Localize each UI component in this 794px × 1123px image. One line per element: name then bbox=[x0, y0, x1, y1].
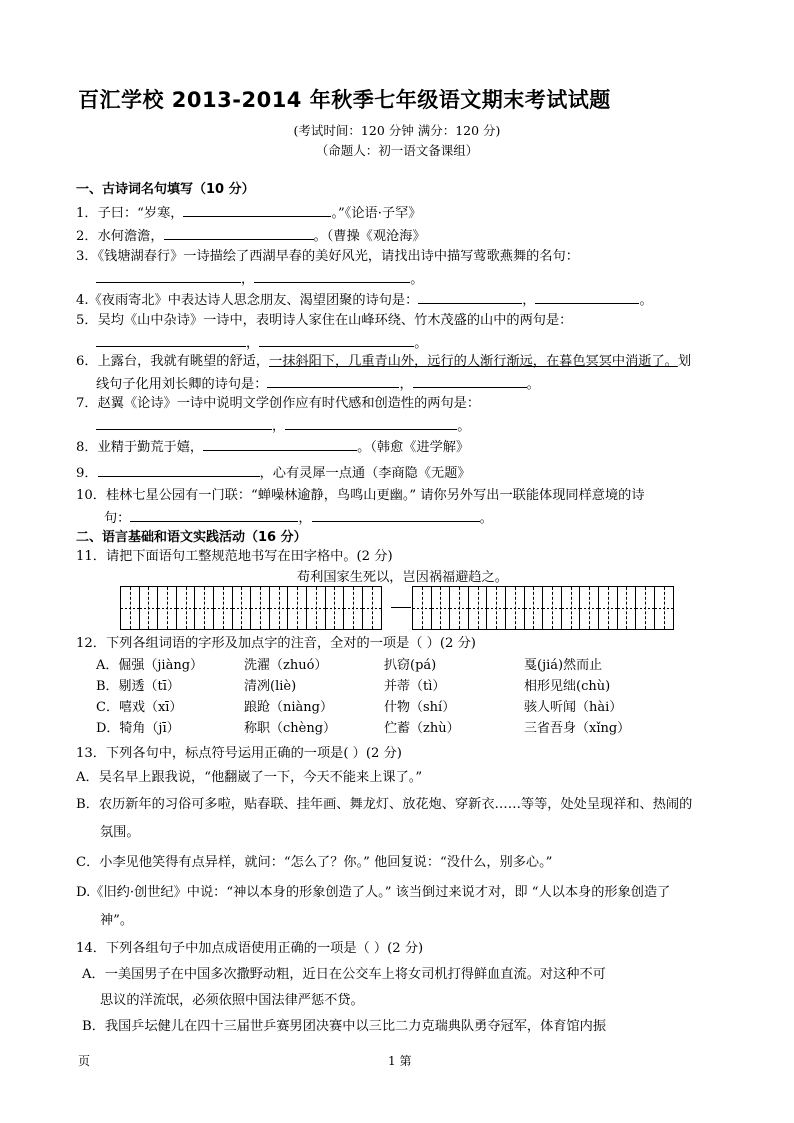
grid-cell bbox=[525, 587, 544, 629]
q3-end: 。 bbox=[410, 272, 424, 287]
question-8 bbox=[76, 436, 469, 458]
grid-cell bbox=[270, 587, 289, 629]
q6-prefix: 6．上露台，我就有眺望的舒适， bbox=[76, 354, 270, 369]
q4-sep: ， bbox=[522, 293, 536, 308]
q2-blank[interactable] bbox=[164, 225, 314, 240]
q6-blank-1[interactable] bbox=[267, 373, 399, 388]
grid-cell bbox=[487, 587, 506, 629]
q5-sep: ， bbox=[246, 336, 260, 351]
question-3: 3．《钱塘湖春行》一诗描绘了西湖早春的美好风光，请找出诗中描写莺歌燕舞的名句： bbox=[76, 249, 579, 264]
grid-cell bbox=[636, 587, 655, 629]
q2-prefix: 2．水何澹澹， bbox=[76, 229, 164, 244]
grid-cell bbox=[363, 587, 382, 629]
question-11: 11．请把下面语句工整规范地书写在田字格中。(2 分) bbox=[76, 549, 393, 564]
q12-option-c-1: C．嘻戏（xī） bbox=[96, 700, 183, 715]
question-13: 13．下列各句中，标点符号运用正确的一项是( ）(2 分) bbox=[76, 746, 402, 761]
grid-cell bbox=[450, 587, 469, 629]
grid-cell bbox=[562, 587, 581, 629]
grid-cell bbox=[506, 587, 525, 629]
q12-option-b-2: 清冽(liè) bbox=[244, 679, 297, 694]
question-9 bbox=[76, 462, 471, 484]
q13-option-d-cont: 神”。 bbox=[100, 913, 134, 928]
q1-suffix: 。”《论语·子罕》 bbox=[331, 206, 422, 221]
grid-cell bbox=[543, 587, 562, 629]
q7-end: 。 bbox=[457, 419, 471, 434]
grid-cell bbox=[413, 587, 432, 629]
q4-blank-1[interactable] bbox=[418, 289, 522, 304]
q14-option-a: A．一美国男子在中国多次撒野动粗，近日在公交车上将女司机打得鲜血直流。对这种不可 bbox=[82, 967, 606, 982]
grid-cell bbox=[195, 587, 214, 629]
q13-option-b: B．农历新年的习俗可多啦，贴春联、挂年画、舞龙灯、放花炮、穿新衣……等等，处处呈现祥和、热闹的 bbox=[76, 797, 693, 812]
q9-suffix: ，心有灵犀一点通（李商隐《无题》 bbox=[259, 466, 471, 481]
q8-blank[interactable] bbox=[203, 436, 357, 451]
grid-cell bbox=[655, 587, 674, 629]
q14-option-b: B．我国乒坛健儿在四十三届世乒赛男团决赛中以三比二力克瑞典队勇夺冠军，体育馆内振 bbox=[82, 1019, 606, 1034]
q1-prefix: 1．子曰：“岁寒， bbox=[76, 206, 184, 221]
grid-cell bbox=[121, 587, 140, 629]
q3-sep: ， bbox=[241, 272, 255, 287]
writing-grid-left[interactable] bbox=[120, 586, 382, 630]
grid-cell bbox=[580, 587, 599, 629]
grid-cell bbox=[469, 587, 488, 629]
question-6-line-2 bbox=[96, 373, 540, 395]
q5-blank-1[interactable] bbox=[96, 332, 246, 347]
grid-cell bbox=[344, 587, 363, 629]
grid-cell bbox=[599, 587, 618, 629]
q6-sep: ， bbox=[399, 377, 413, 392]
q12-option-d-1: D．犄角（jī） bbox=[96, 721, 180, 736]
grid-cell bbox=[288, 587, 307, 629]
grid-cell bbox=[618, 587, 637, 629]
q12-option-c-3: 什物（shí） bbox=[384, 700, 456, 715]
q10-end: 。 bbox=[479, 511, 493, 526]
q12-option-a-3: 扒窃(pá) bbox=[384, 658, 437, 673]
q1-blank[interactable] bbox=[183, 202, 331, 217]
question-2 bbox=[76, 225, 426, 247]
writing-grid-right[interactable] bbox=[412, 586, 674, 630]
q3-blank-1[interactable] bbox=[96, 268, 241, 283]
q13-option-d: D.《旧约·创世纪》中说：“神以本身的形象创造了人。” 该当倒过来说才对，即 “人以本身的形象创造了 bbox=[76, 885, 671, 900]
grid-cell bbox=[140, 587, 159, 629]
q13-option-a: A．吴名早上跟我说，“他翻崴了一下，今天不能来上课了。” bbox=[76, 770, 423, 785]
question-1 bbox=[76, 202, 422, 224]
q6-underlined-text: 一抹斜阳下，几重青山外，远行的人渐行渐远，在暮色冥冥中消逝了。 bbox=[269, 354, 678, 369]
exam-author: （命题人：初一语文备课组） bbox=[315, 143, 479, 158]
q13-option-c: C．小李见他笑得有点异样，就问：“怎么了？你。” 他回复说：“没什么，别多心。” bbox=[76, 855, 553, 870]
q12-option-a-2: 洗濯（zhuó） bbox=[244, 658, 328, 673]
q5-blank-2[interactable] bbox=[259, 332, 414, 347]
section-1-heading: 一、古诗词名句填写（10 分） bbox=[76, 182, 255, 197]
q13-option-b-cont: 氛围。 bbox=[100, 825, 140, 840]
question-4 bbox=[76, 289, 653, 311]
grid-cell bbox=[326, 587, 345, 629]
q8-prefix: 8．业精于勤荒于嬉， bbox=[76, 440, 204, 455]
q12-option-c-4: 骇人听闻（hài） bbox=[524, 700, 623, 715]
exam-title: 百汇学校 2013-2014 年秋季七年级语文期末考试试题 bbox=[78, 88, 611, 112]
grid-cell bbox=[158, 587, 177, 629]
q10-blank-1[interactable] bbox=[130, 507, 298, 522]
question-7: 7．赵翼《论诗》一诗中说明文学创作应有时代感和创造性的两句是： bbox=[76, 396, 481, 411]
q6-blank-2[interactable] bbox=[413, 373, 527, 388]
q12-option-b-3: 并蒂（tì） bbox=[384, 679, 446, 694]
q7-blank-2[interactable] bbox=[285, 415, 457, 430]
question-10: 10．桂林七星公园有一门联：“蝉噪林逾静，鸟鸣山更幽。” 请你另外写出一联能体现同样意境的诗 bbox=[76, 488, 645, 503]
q4-blank-2[interactable] bbox=[535, 289, 639, 304]
grid-cell bbox=[251, 587, 270, 629]
grid-connector bbox=[391, 607, 411, 608]
q9-blank[interactable] bbox=[98, 462, 260, 477]
grid-cell bbox=[177, 587, 196, 629]
question-5-blanks bbox=[96, 332, 427, 354]
section-2-heading: 二、语言基础和语文实践活动（16 分） bbox=[76, 530, 307, 545]
q6-suffix: 划 bbox=[677, 354, 692, 369]
question-14: 14．下列各组句子中加点成语使用正确的一项是（ ）(2 分) bbox=[76, 941, 424, 956]
q6-prompt: 线句子化用刘长卿的诗句是： bbox=[96, 377, 268, 392]
q4-prefix: 4.《夜雨寄北》中表达诗人思念朋友、渴望团聚的诗句是： bbox=[76, 293, 419, 308]
q12-option-d-4: 三省吾身（xǐng） bbox=[524, 721, 631, 736]
q6-end: 。 bbox=[526, 377, 540, 392]
q8-suffix: 。（韩愈《进学解》 bbox=[357, 440, 470, 455]
q5-end: 。 bbox=[414, 336, 428, 351]
q11-sentence: 苟利国家生死以，岂因祸福避趋之。 bbox=[297, 570, 508, 585]
question-12: 12．下列各组词语的字形及加点字的注音，全对的一项是（ ）(2 分) bbox=[76, 636, 476, 651]
q12-option-a-4: 戛(jiá)然而止 bbox=[524, 658, 603, 673]
grid-cell bbox=[214, 587, 233, 629]
footer-page-number: 1 第 bbox=[388, 1054, 412, 1068]
question-6 bbox=[76, 352, 691, 372]
q12-option-a-1: A．倔强（jiàng） bbox=[96, 658, 204, 673]
q7-blank-1[interactable] bbox=[96, 415, 272, 430]
q12-option-d-3: 伫蓄（zhù） bbox=[384, 721, 460, 736]
q4-end: 。 bbox=[639, 293, 653, 308]
q14-option-a-cont: 思议的洋流氓，必须依照中国法律严惩不贷。 bbox=[100, 993, 364, 1008]
grid-cell bbox=[233, 587, 252, 629]
q12-option-b-1: B．剔透（tī） bbox=[96, 679, 180, 694]
question-7-blanks bbox=[96, 415, 470, 437]
grid-cell bbox=[307, 587, 326, 629]
exam-info: (考试时间：120 分钟 满分：120 分) bbox=[293, 123, 501, 138]
q10-sep: ， bbox=[298, 511, 312, 526]
q3-blank-2[interactable] bbox=[254, 268, 410, 283]
q12-option-b-4: 相形见绌(chù) bbox=[524, 679, 611, 694]
grid-cell bbox=[432, 587, 451, 629]
q10-blank-2[interactable] bbox=[312, 507, 480, 522]
footer-left: 页 bbox=[78, 1054, 91, 1068]
q9-prefix: 9． bbox=[76, 466, 98, 481]
q2-suffix: 。（曹操《观沧海》 bbox=[313, 229, 426, 244]
question-5: 5．吴均《山中杂诗》一诗中，表明诗人家住在山峰环绕、竹木茂盛的山中的两句是： bbox=[76, 313, 573, 328]
q10-prefix: 句： bbox=[104, 511, 131, 526]
q7-sep: ， bbox=[272, 419, 286, 434]
q12-option-c-2: 踉跄（niàng） bbox=[244, 700, 333, 715]
question-3-blanks bbox=[96, 268, 423, 290]
q12-option-d-2: 称职（chèng） bbox=[244, 721, 337, 736]
question-10-line-2 bbox=[104, 507, 493, 529]
